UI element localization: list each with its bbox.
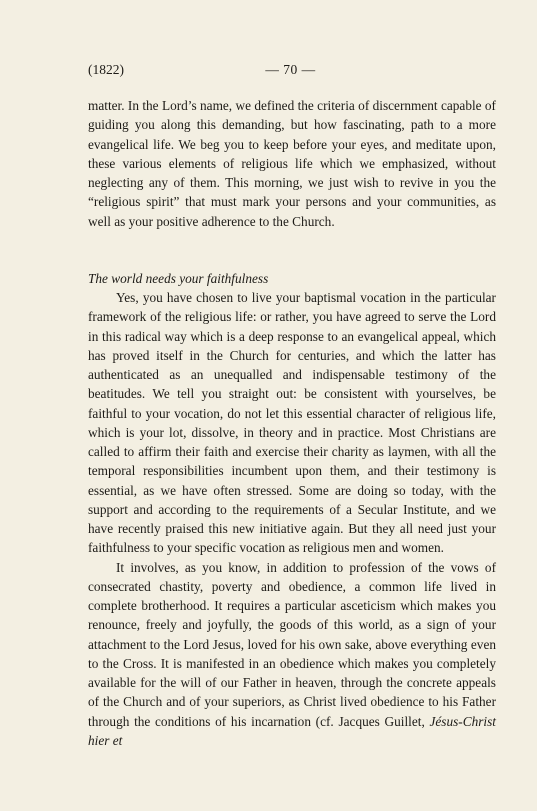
page-number: — 70 —	[265, 62, 316, 77]
paragraph-3	[88, 558, 496, 751]
page-header	[88, 62, 493, 82]
issue-number: (1822)	[88, 62, 124, 77]
body-text	[88, 96, 496, 750]
paragraph-3-italic: Jésus-Christ hier et	[88, 713, 496, 748]
section-heading: The world needs your faithfulness	[88, 270, 269, 286]
paragraph-2: Yes, you have chosen to live your baptismal vocation in the particular framework of the religious life: or rather, you have agreed to serve the Lord in this radical way which is a deep response to an evangelical appeal, which has proved itself in the Church for centuries, and which the latter has authenticated as an unequalled and indispensable testimony of the beatitudes. We tell you straight out: be consistent with yourselves, be faithful to your vocation, do not let this essential character of religious life, which is your lot, dissolve, in theory and in practice. Most Christians are called to affirm their faith and exercise their charity as laymen, with all the temporal responsibilities incumbent upon them, and their testimony is essential, as we have often stressed. Some are doing so today, with the support and according to the requirements of a Secular Institute, and we have recently praised this new initiative again. But they all need just your faithfulness to your specific vocation as religious men and women.	[88, 290, 496, 556]
paragraph-3-text: It involves, as you know, in addition to profession of the vows of consecrated chastity, poverty and obedience, a common life lived in complete brotherhood. It requires a particular asceticism which makes you renounce, freely and joyfully, the goods of this world, as a sign of your attachment to the Lord Jesus, loved for his own sake, above everything even to the Cross. It is manifested in an obedience which makes you completely available for the will of our Father in heaven, through the concrete appeals of the Church and of your superiors, as Christ lived obedience to his Father through the conditions of his incarnation (cf. Jacques Guillet,	[88, 559, 496, 729]
paragraph-1: matter. In the Lord’s name, we defined the criteria of discernment capable of guiding you along this demanding, but how fascinating, path to a more evangelical life. We beg you to keep before your eyes, and meditate upon, these various elements of religious life which we emphasized, without neglecting any of them. This morning, we just wish to revive in you the “religious spirit” that must mark your persons and your communities, as well as your positive adherence to the Church.	[88, 98, 496, 229]
